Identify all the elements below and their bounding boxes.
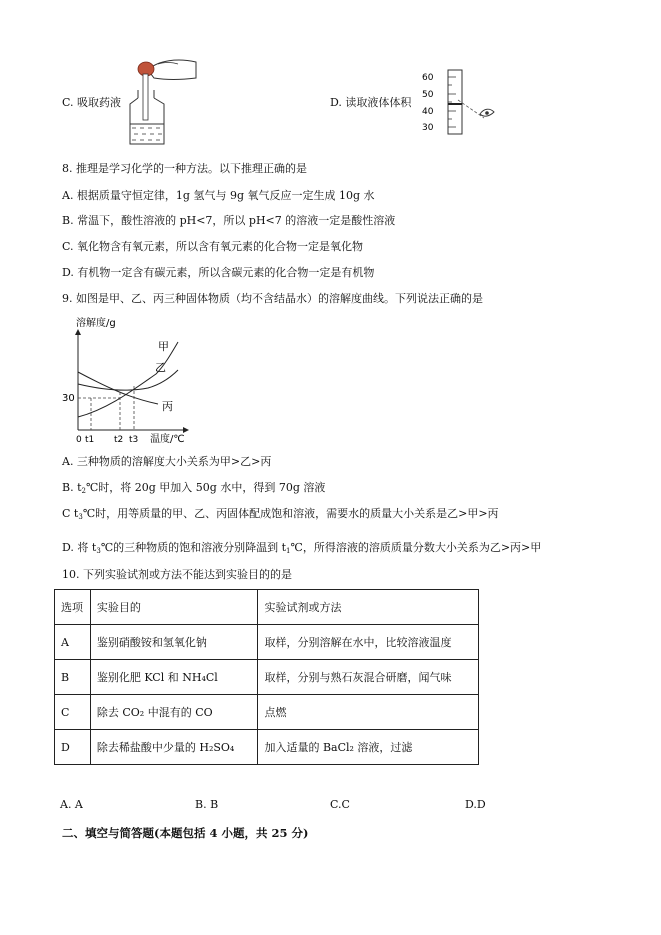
row-method: 取样，分别与熟石灰混合研磨，闻气味 [258, 660, 479, 695]
table-row [55, 625, 479, 660]
section-2-heading: 二、填空与简答题(本题包括 4 小题，共 25 分) [62, 826, 309, 840]
q9-stem: 9. 如图是甲、乙、丙三种固体物质（均不含结晶水）的溶解度曲线。下列说法正确的是 [62, 292, 483, 305]
row-purpose: 鉴别化肥 KCl 和 NH₄Cl [90, 660, 258, 695]
curve-label-bing: 丙 [162, 400, 173, 413]
q7-option-d: D. 读取液体体积 [330, 96, 412, 109]
q9-option-c: C $t_3℃$时，用等质量的甲、乙、丙固体配成饱和溶液，需要水的质量大小关系是乙>甲>丙 [62, 507, 499, 521]
graph-y-tick-30: 30 [62, 393, 75, 404]
cylinder-tick-50: 50 [422, 90, 434, 100]
row-method: 取样，分别溶解在水中，比较溶液温度 [258, 625, 479, 660]
q9-option-d: D. 将 $t_3℃$的三种物质的饱和溶液分别降温到 $t_1℃$，所得溶液的溶质质量分数大小关系为乙>丙>甲 [62, 541, 542, 555]
q9-option-a: A. 三种物质的溶解度大小关系为甲>乙>丙 [62, 455, 272, 468]
header-option: 选项 [55, 590, 91, 625]
cylinder-tick-30: 30 [422, 123, 434, 133]
row-method: 点燃 [258, 695, 479, 730]
q7-option-c: C. 吸取药液 [62, 96, 122, 109]
graduated-cylinder-illustration [418, 68, 498, 136]
header-method: 实验试剂或方法 [258, 590, 479, 625]
graph-x-tick-0: 0 [76, 435, 82, 445]
row-option: D [55, 730, 91, 765]
cylinder-tick-60: 60 [422, 73, 434, 83]
row-purpose: 除去稀盐酸中少量的 H₂SO₄ [90, 730, 258, 765]
experiment-table [54, 589, 479, 765]
q9-option-b: B. $t_2℃$时，将 20g 甲加入 50g 水中，得到 70g 溶液 [62, 481, 326, 495]
q8-option-a: A. 根据质量守恒定律，1g 氢气与 9g 氧气反应一定生成 10g 水 [62, 189, 375, 202]
q8-option-b: B. 常温下，酸性溶液的 pH<7，所以 pH<7 的溶液一定是酸性溶液 [62, 214, 396, 227]
q8-option-d: D. 有机物一定含有碳元素，所以含碳元素的化合物一定是有机物 [62, 266, 375, 279]
row-option: B [55, 660, 91, 695]
q10-answer-b: B. B [195, 798, 219, 811]
table-row [55, 660, 479, 695]
q8-stem: 8. 推理是学习化学的一种方法。以下推理正确的是 [62, 162, 307, 175]
q10-answer-a: A. A [60, 798, 83, 811]
header-purpose: 实验目的 [90, 590, 258, 625]
row-purpose: 鉴别硝酸铵和氢氧化钠 [90, 625, 258, 660]
q10-stem: 10. 下列实验试剂或方法不能达到实验目的的是 [62, 568, 292, 581]
row-option: A [55, 625, 91, 660]
q8-option-c: C. 氧化物含有氧元素，所以含有氧元素的化合物一定是氧化物 [62, 240, 364, 253]
q10-answer-d: D.D [465, 798, 486, 811]
curve-label-yi: 乙 [155, 361, 166, 374]
dropper-bottle-illustration [118, 52, 198, 148]
curve-label-jia: 甲 [158, 340, 169, 353]
table-row [55, 730, 479, 765]
solubility-curve-graph [58, 314, 208, 446]
table-row [55, 695, 479, 730]
graph-x-tick-t1: t1 [85, 435, 95, 445]
cylinder-tick-40: 40 [422, 107, 434, 117]
graph-x-tick-t2: t2 [114, 435, 124, 445]
table-header-row [55, 590, 479, 625]
row-purpose: 除去 CO₂ 中混有的 CO [90, 695, 258, 730]
graph-x-tick-t3: t3 [129, 435, 139, 445]
q10-answer-c: C.C [330, 798, 350, 811]
graph-y-label: 溶解度/g [76, 318, 116, 329]
graph-x-label: 温度/℃ [150, 434, 185, 445]
row-method: 加入适量的 BaCl₂ 溶液，过滤 [258, 730, 479, 765]
row-option: C [55, 695, 91, 730]
